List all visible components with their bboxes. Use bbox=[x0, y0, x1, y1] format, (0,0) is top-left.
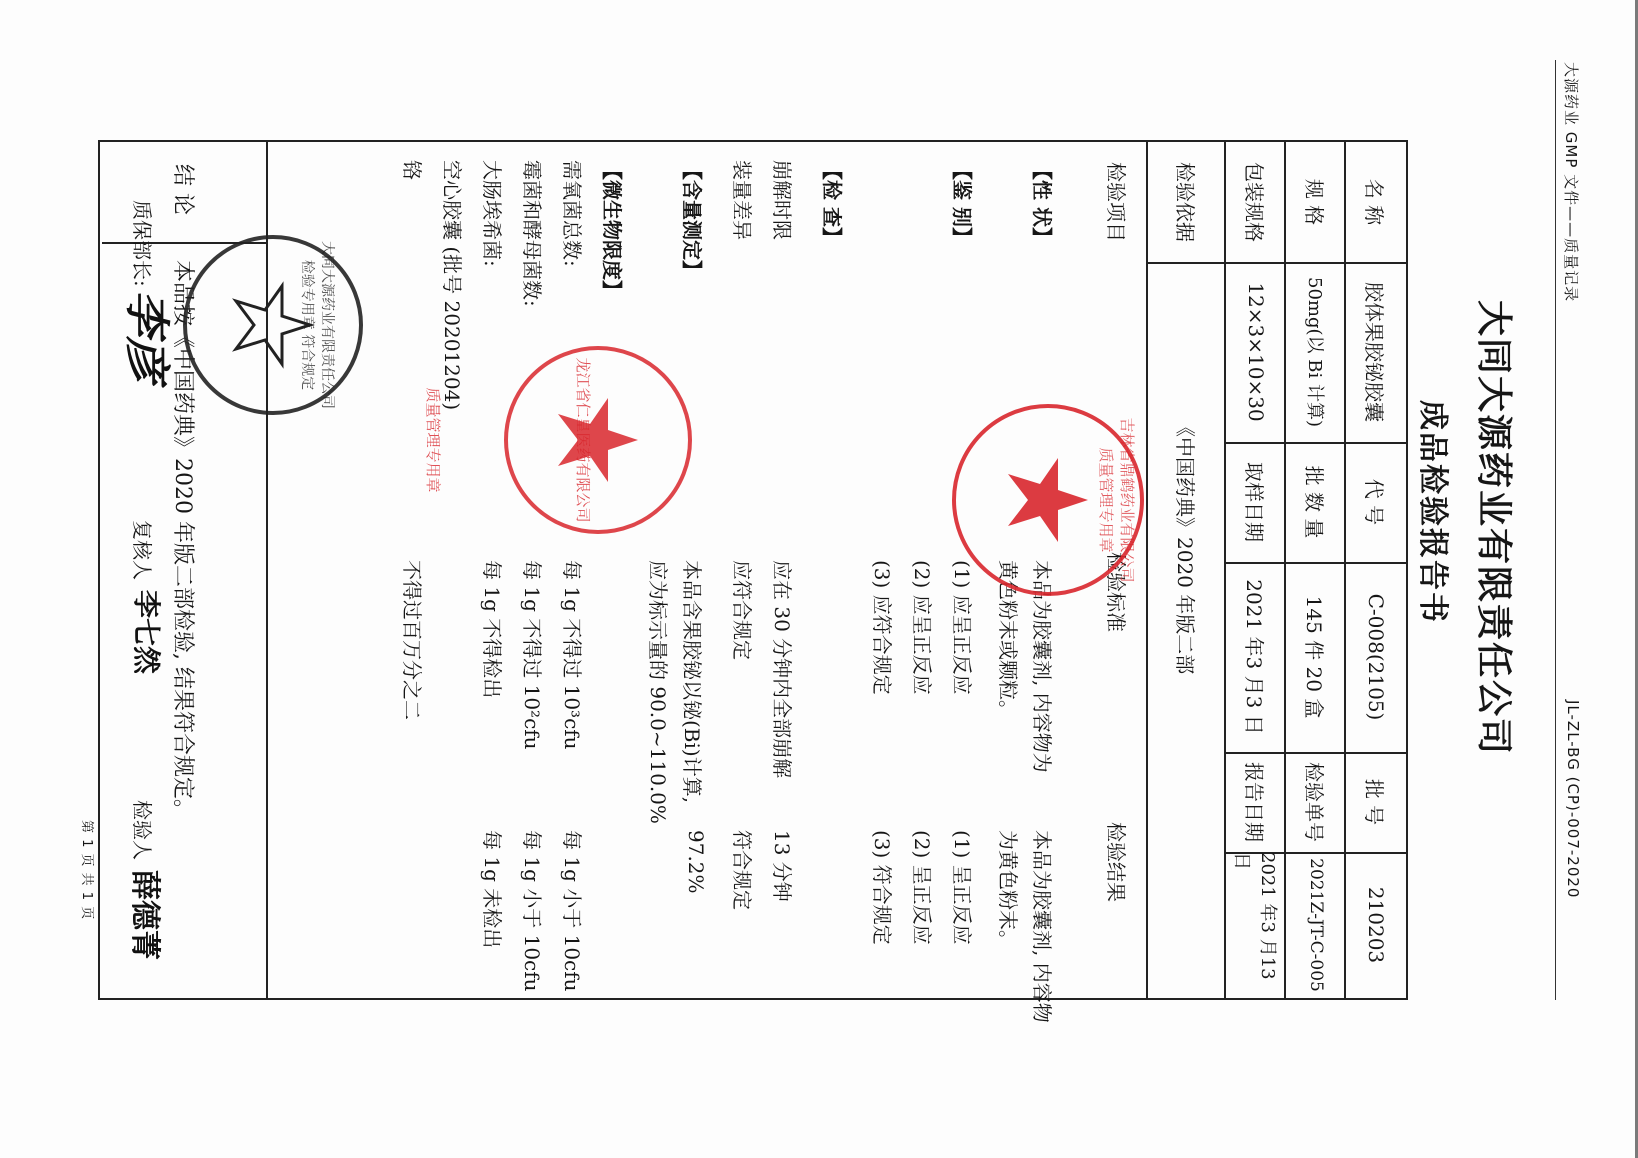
row-standard: 本品含果胶铋以铋(Bi)计算, bbox=[680, 560, 704, 804]
row-result: (3) 符合规定 bbox=[870, 830, 894, 945]
row-standard: 应符合规定 bbox=[730, 560, 754, 660]
row-standard: 应在 30 分钟内全部崩解 bbox=[770, 560, 794, 779]
row-standard: 每 1g 不得过 10³cfu bbox=[560, 560, 584, 750]
code-value: C-008(2105) bbox=[1364, 593, 1388, 721]
row-standard: (3) 应符合规定 bbox=[870, 560, 894, 695]
review-signature: 李七然 bbox=[130, 590, 163, 675]
qty-value: 145 件 20 盒 bbox=[1302, 595, 1327, 719]
batch-value: 210203 bbox=[1364, 886, 1388, 964]
row-item: 铬 bbox=[400, 160, 424, 180]
black-stamp-text: 大同大源药业有限责任公司 检验专用章 符合规定 bbox=[299, 241, 335, 409]
sample-date-label: 取样日期 bbox=[1242, 462, 1267, 542]
report-no-label: 检验单号 bbox=[1302, 762, 1327, 842]
review-label: 复核人 bbox=[130, 520, 154, 580]
row-item: 【检 查】 bbox=[820, 160, 844, 247]
row-result: 每 1g 未检出 bbox=[480, 830, 504, 949]
page-footer: 第 1 页 共 1 页 bbox=[79, 820, 94, 921]
spec-value: 50mg(以 Bi 计算) bbox=[1304, 277, 1325, 427]
row-result: 每 1g 小于 10cfu bbox=[520, 830, 544, 992]
report-date-value: 2021 年3 月13 日 bbox=[1231, 852, 1278, 980]
row-result: 本品为胶囊剂, 内容物 bbox=[1030, 830, 1054, 1023]
header-doc-code: JL-ZL-BG (CP)-007-2020 bbox=[1564, 700, 1582, 899]
row-result: 97.2% bbox=[684, 830, 708, 894]
name-value: 胶体果胶铋胶囊 bbox=[1362, 282, 1387, 422]
row-item: 装量差异 bbox=[730, 160, 754, 240]
qa-label: 质保部长: bbox=[130, 200, 154, 287]
row-item: 空心胶囊 (批号 20201204) bbox=[440, 160, 464, 411]
row-standard: (2) 应呈正反应 bbox=[910, 560, 934, 695]
row-standard: 每 1g 不得过 10²cfu bbox=[520, 560, 544, 750]
row-result: 每 1g 小于 10cfu bbox=[560, 830, 584, 992]
inspector-label: 检验人 bbox=[130, 800, 154, 860]
row-result: (2) 呈正反应 bbox=[910, 830, 934, 945]
row-result: (1) 呈正反应 bbox=[950, 830, 974, 945]
basis-label: 检验依据 bbox=[1173, 162, 1198, 242]
row-item: 大肠埃希菌: bbox=[480, 160, 504, 267]
row-standard: 不得过百万分之二 bbox=[400, 560, 424, 720]
row-standard-cont: 黄色粉末或颗粒。 bbox=[996, 560, 1020, 720]
qty-label: 批 数 量 bbox=[1302, 465, 1327, 539]
qa-signature: 李彦 bbox=[120, 290, 174, 382]
report-date-label: 报告日期 bbox=[1242, 762, 1267, 842]
row-result: 符合规定 bbox=[730, 830, 754, 910]
col-header-standard: 检验标准 bbox=[1104, 552, 1128, 632]
row-result-cont: 为黄色粉末。 bbox=[996, 830, 1020, 950]
company-name: 大同大源药业有限责任公司 bbox=[1473, 300, 1515, 757]
row-item: 霉菌和酵母菌数: bbox=[520, 160, 544, 307]
row-item: 【鉴 别】 bbox=[950, 160, 974, 247]
row-item: 需氧菌总数: bbox=[560, 160, 584, 267]
info-table bbox=[1146, 140, 1408, 1000]
row-standard: (1) 应呈正反应 bbox=[950, 560, 974, 695]
col-header-result: 检验结果 bbox=[1104, 822, 1128, 902]
basis-value: 《中国药典》2020 年版二部 bbox=[1173, 417, 1198, 675]
conclusion-label: 结 论 bbox=[170, 164, 195, 215]
inspector-signature: 薛德菁 bbox=[127, 870, 162, 960]
red-stamp-bottom-text: 吉林省鼎鹤药业有限公司 质量管理专用章 bbox=[1097, 417, 1136, 583]
conclusion-text: 本品按《中国药典》2020 年版二部检验, 结果符合规定。 bbox=[170, 260, 195, 821]
row-item: 【性 状】 bbox=[1030, 160, 1054, 247]
report-no-value: 2021Z-JT-C-005 bbox=[1306, 858, 1326, 992]
pack-label: 包装规格 bbox=[1242, 162, 1267, 242]
sample-date-value: 2021 年3 月3 日 bbox=[1242, 579, 1267, 735]
row-standard-cont: 应为标示量的 90.0~110.0% bbox=[646, 560, 670, 824]
code-label: 代 号 bbox=[1362, 478, 1387, 526]
pack-value: 12×3×10×30 bbox=[1244, 282, 1268, 422]
name-label: 名 称 bbox=[1362, 178, 1387, 226]
header-left-note: 大源药业 GMP 文件——质量记录 bbox=[1562, 62, 1580, 303]
report-title: 成品检验报告书 bbox=[1415, 400, 1450, 624]
row-item: 崩解时限 bbox=[770, 160, 794, 240]
header-rule bbox=[1555, 60, 1556, 1000]
red-stamp-top-text: 龙江省仁皇医药有限公司 质量管理专用章 bbox=[424, 357, 592, 523]
black-stamp bbox=[178, 230, 368, 420]
col-header-item: 检验项目 bbox=[1104, 162, 1128, 242]
row-item: 【含量测定】 bbox=[680, 160, 704, 280]
row-standard: 本品为胶囊剂, 内容物为 bbox=[1030, 560, 1054, 773]
row-item: 【微生物限度】 bbox=[600, 160, 624, 300]
spec-label: 规 格 bbox=[1302, 178, 1327, 226]
batch-label: 批 号 bbox=[1362, 778, 1387, 826]
row-result: 13 分钟 bbox=[770, 830, 794, 902]
row-standard: 每 1g 不得检出 bbox=[480, 560, 504, 699]
